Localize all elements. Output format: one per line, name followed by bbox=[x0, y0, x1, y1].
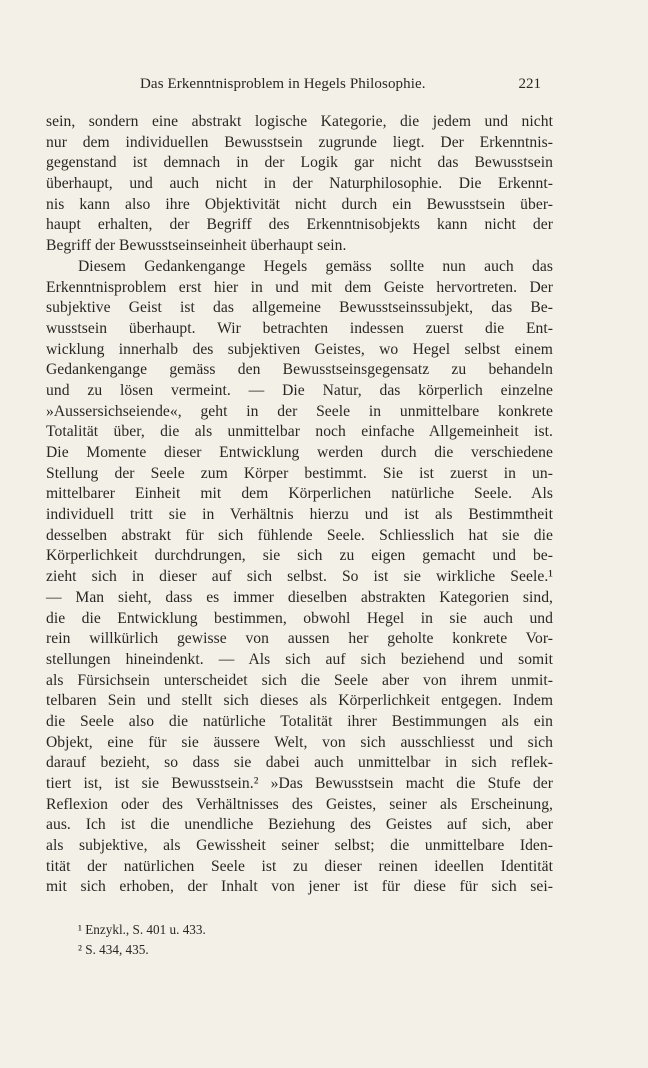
text-line: nur dem individuellen Bewusstsein zugrunde liegt. Der Erkenntnis- bbox=[46, 133, 553, 151]
text-line: mit sich erhoben, der Inhalt von jener ist für diese für sich sei- bbox=[46, 878, 553, 896]
text-line: individuell tritt sie in Verhältnis hierzu und ist als Bestimmtheit bbox=[46, 506, 553, 524]
text-line: wicklung innerhalb des subjektiven Geistes, wo Hegel selbst einem bbox=[46, 340, 553, 358]
text-line: aus. Ich ist die unendliche Beziehung des Geistes auf sich, aber bbox=[46, 816, 553, 834]
text-line: »Aussersichseiende«, geht in der Seele in unmittelbare konkrete bbox=[46, 402, 553, 420]
paragraph-start-line: Diesem Gedankengange Hegels gemäss sollte nun auch das bbox=[78, 257, 553, 275]
text-line: gegenstand ist demnach in der Logik gar nicht das Bewusstsein bbox=[46, 154, 553, 172]
text-line: tiert ist, ist sie Bewusstsein.² »Das Bewusstsein macht die Stufe der bbox=[46, 775, 553, 792]
text-line: Objekt, eine für sie äussere Welt, von sich ausschliesst und sich bbox=[46, 733, 553, 751]
text-line: und zu lösen vermeint. — Die Natur, das körperlich einzelne bbox=[46, 381, 553, 399]
text-line: stellungen hineindenkt. — Als sich auf sich beziehend und somit bbox=[46, 650, 553, 668]
text-line: rein willkürlich gewisse von aussen her geholte konkrete Vor- bbox=[46, 630, 553, 648]
text-line: die die Entwicklung bestimmen, obwohl Hegel in sie auch und bbox=[46, 609, 553, 627]
body-text bbox=[46, 112, 553, 898]
running-header bbox=[0, 76, 648, 98]
text-line: Reflexion oder des Verhältnisses des Geistes, seiner als Erscheinung, bbox=[46, 795, 553, 813]
text-line: haupt erhalten, der Begriff des Erkenntnisobjekts kann nicht der bbox=[46, 216, 553, 234]
text-line: sein, sondern eine abstrakt logische Kategorie, die jedem und nicht bbox=[46, 113, 553, 130]
text-line: Begriff der Bewusstseinseinheit überhaupt sein. bbox=[46, 237, 347, 255]
text-line: Körperlichkeit durchdrungen, sie sich zu eigen gemacht und be- bbox=[46, 547, 553, 565]
running-title: Das Erkenntnisproblem in Hegels Philosophie. bbox=[140, 76, 426, 92]
footnote-2: ² S. 434, 435. bbox=[78, 942, 149, 957]
text-line: die Seele also die natürliche Totalität ihrer Bestimmungen als ein bbox=[46, 712, 553, 730]
text-line: nis kann also ihre Objektivität nicht durch ein Bewusstsein über- bbox=[46, 195, 553, 213]
text-line: darauf bezieht, so dass sie dabei auch unmittelbar in sich reflek- bbox=[46, 754, 553, 772]
text-line: Gedankengange gemäss den Bewusstseinsgegensatz zu behandeln bbox=[46, 361, 553, 379]
text-line: als subjektive, als Gewissheit seiner selbst; die unmittelbare Iden- bbox=[46, 837, 553, 855]
text-line: Stellung der Seele zum Körper bestimmt. Sie ist zuerst in un- bbox=[46, 464, 553, 482]
text-line: subjektive Geist ist das allgemeine Bewusstseinssubjekt, das Be- bbox=[46, 299, 553, 317]
text-line: telbaren Sein und stellt sich dieses als Körperlichkeit entgegen. Indem bbox=[46, 692, 553, 710]
text-line: tität der natürlichen Seele ist zu dieser reinen ideellen Identität bbox=[46, 857, 553, 875]
text-line: Die Momente dieser Entwicklung werden durch die verschiedene bbox=[46, 444, 553, 461]
page-number: 221 bbox=[518, 76, 541, 92]
text-line: als Fürsichsein unterscheidet sich die Seele aber von ihrem unmit- bbox=[46, 671, 553, 689]
text-line: desselben abstrakt für sich fühlende Seele. Schliesslich hat sie die bbox=[46, 526, 553, 544]
text-line: — Man sieht, dass es immer dieselben abstrakten Kategorien sind, bbox=[46, 588, 553, 606]
text-line: wusstsein überhaupt. Wir betrachten indessen zuerst die Ent- bbox=[46, 319, 553, 337]
footnotes bbox=[78, 920, 478, 960]
text-line: Totalität über, die als unmittelbar noch einfache Allgemeinheit ist. bbox=[46, 423, 553, 441]
text-line: mittelbarer Einheit mit dem Körperlichen natürliche Seele. Als bbox=[46, 485, 553, 503]
text-line: zieht sich in dieser auf sich selbst. So ist sie wirkliche Seele.¹ bbox=[46, 568, 553, 586]
footnote-1: ¹ Enzykl., S. 401 u. 433. bbox=[78, 922, 206, 937]
text-line: Erkenntnisproblem erst hier in und mit dem Geiste hervortreten. Der bbox=[46, 278, 553, 296]
text-line: überhaupt, und auch nicht in der Naturphilosophie. Die Erkennt- bbox=[46, 175, 553, 193]
